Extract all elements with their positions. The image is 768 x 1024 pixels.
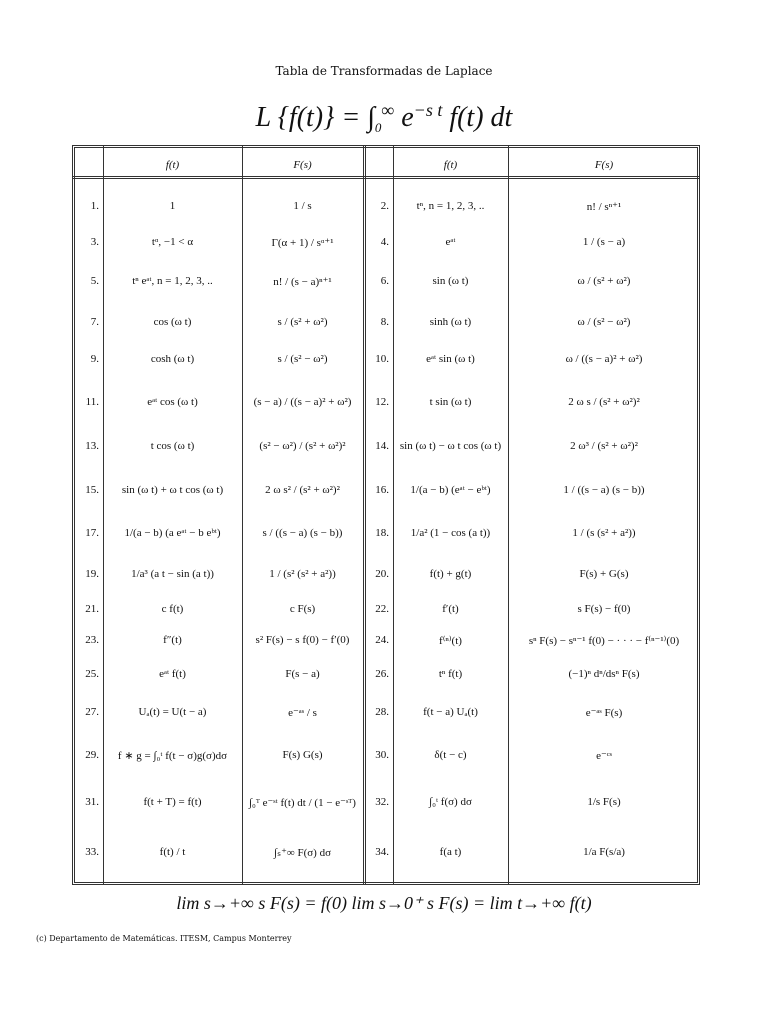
row-number: 17. bbox=[85, 527, 99, 539]
time-function: eᵃᵗ f(t) bbox=[159, 668, 186, 680]
row-number: 23. bbox=[85, 634, 99, 646]
row-number: 15. bbox=[85, 484, 99, 496]
divider bbox=[242, 145, 243, 885]
laplace-transform: F(s − a) bbox=[285, 668, 320, 680]
laplace-transform: s / (s² − ω²) bbox=[277, 353, 328, 365]
time-function: ∫₀ᵗ f(σ) dσ bbox=[429, 796, 472, 808]
row-number: 14. bbox=[375, 440, 389, 452]
time-function: f(t − a) Uₐ(t) bbox=[423, 706, 478, 718]
divider bbox=[103, 145, 104, 885]
laplace-transform: F(s) + G(s) bbox=[579, 568, 629, 580]
row-number: 34. bbox=[375, 846, 389, 858]
formula-rhs: f(t) dt bbox=[442, 102, 513, 133]
row-number: 22. bbox=[375, 603, 389, 615]
laplace-transform: ∫₀ᵀ e⁻ˢᵗ f(t) dt / (1 − e⁻ˢᵀ) bbox=[249, 797, 356, 809]
time-function: sinh (ω t) bbox=[429, 316, 472, 328]
row-number: 26. bbox=[375, 668, 389, 680]
row-number: 5. bbox=[90, 275, 99, 287]
laplace-transform: s / (s² + ω²) bbox=[277, 316, 328, 328]
row-number: 32. bbox=[375, 796, 389, 808]
row-number: 1. bbox=[90, 200, 99, 212]
laplace-transform: F(s) G(s) bbox=[282, 749, 323, 761]
time-function: f(t) / t bbox=[159, 846, 186, 858]
laplace-transform: 1 / (s² (s² + a²)) bbox=[269, 568, 336, 580]
time-function: cos (ω t) bbox=[153, 316, 192, 328]
time-function: f′(t) bbox=[442, 603, 459, 615]
laplace-transform: ω / (s² + ω²) bbox=[577, 275, 631, 287]
row-number: 33. bbox=[85, 846, 99, 858]
laplace-transform: s F(s) − f(0) bbox=[577, 603, 631, 615]
row-number: 28. bbox=[375, 706, 389, 718]
time-function: Uₐ(t) = U(t − a) bbox=[138, 706, 207, 718]
row-number: 19. bbox=[85, 568, 99, 580]
row-number: 27. bbox=[85, 706, 99, 718]
laplace-transform: 1/s F(s) bbox=[587, 796, 621, 808]
row-number: 10. bbox=[375, 353, 389, 365]
laplace-transform: s / ((s − a) (s − b)) bbox=[262, 527, 343, 539]
row-number: 7. bbox=[90, 316, 99, 328]
laplace-table bbox=[72, 145, 700, 885]
time-function: t sin (ω t) bbox=[429, 396, 472, 408]
row-number: 18. bbox=[375, 527, 389, 539]
time-function: eᵃᵗ bbox=[445, 236, 456, 248]
time-function: f⁽ⁿ⁾(t) bbox=[439, 635, 462, 647]
laplace-transform: 1 / (s (s² + a²)) bbox=[572, 527, 636, 539]
footer: (c) Departamento de Matemáticas. ITESM, Campus Monterrey bbox=[36, 934, 292, 943]
laplace-transform: (−1)ⁿ dⁿ/dsⁿ F(s) bbox=[568, 668, 640, 680]
divider bbox=[363, 145, 366, 885]
time-function: f″(t) bbox=[163, 634, 182, 646]
laplace-transform: 1 / (s − a) bbox=[582, 236, 626, 248]
time-function: f ∗ g = ∫₀ᵗ f(t − σ)g(σ)dσ bbox=[117, 750, 228, 762]
time-function: tⁿ f(t) bbox=[438, 668, 463, 680]
laplace-transform: e⁻ᵃˢ / s bbox=[288, 707, 317, 719]
laplace-transform: 1 / ((s − a) (s − b)) bbox=[563, 484, 645, 496]
laplace-transform: ω / (s² − ω²) bbox=[577, 316, 631, 328]
time-function: eᵃᵗ sin (ω t) bbox=[426, 353, 475, 365]
laplace-transform: e⁻ᵃˢ F(s) bbox=[585, 707, 623, 719]
table-frame bbox=[72, 145, 700, 885]
formula-lhs: L {f(t)} = ∫ bbox=[255, 102, 375, 133]
time-function: 1/(a − b) (a eᵃᵗ − b eᵇᵗ) bbox=[124, 527, 221, 539]
laplace-transform: ∫ₛ⁺∞ F(σ) dσ bbox=[273, 847, 332, 859]
row-number: 11. bbox=[85, 396, 99, 408]
header-ft-left: f(t) bbox=[165, 159, 180, 171]
time-function: eᵃᵗ cos (ω t) bbox=[147, 396, 198, 408]
laplace-transform: 2 ω³ / (s² + ω²)² bbox=[570, 440, 638, 452]
formula-exp-base: e bbox=[394, 102, 414, 133]
time-function: 1 bbox=[169, 200, 176, 212]
time-function: 1/a³ (a t − sin (a t)) bbox=[131, 568, 214, 580]
row-number: 9. bbox=[90, 353, 99, 365]
time-function: tᵅ, −1 < α bbox=[151, 236, 194, 248]
row-number: 12. bbox=[375, 396, 389, 408]
time-function: f(t) + g(t) bbox=[429, 568, 472, 580]
time-function: 1/(a − b) (eᵃᵗ − eᵇᵗ) bbox=[410, 484, 491, 496]
laplace-transform: ω / ((s − a)² + ω²) bbox=[565, 353, 643, 365]
row-number: 25. bbox=[85, 668, 99, 680]
time-function: f(t + T) = f(t) bbox=[143, 796, 202, 808]
laplace-definition bbox=[0, 100, 768, 136]
laplace-transform: 2 ω s² / (s² + ω²)² bbox=[265, 484, 340, 496]
laplace-transform: 1/a F(s/a) bbox=[583, 846, 625, 858]
laplace-transform: (s − a) / ((s − a)² + ω²) bbox=[253, 396, 352, 408]
time-function: sin (ω t) + ω t cos (ω t) bbox=[121, 484, 224, 496]
laplace-transform: n! / (s − a)ⁿ⁺¹ bbox=[273, 276, 332, 288]
laplace-transform: n! / sⁿ⁺¹ bbox=[586, 201, 622, 213]
time-function: 1/a² (1 − cos (a t)) bbox=[410, 527, 491, 539]
header-divider bbox=[72, 176, 700, 179]
limit-theorems: lim s→+∞ s F(s) = f(0) lim s→0⁺ s F(s) = lim t→+∞ f(t) bbox=[176, 893, 592, 913]
header-ft-right: f(t) bbox=[443, 159, 458, 171]
laplace-transform: (s² − ω²) / (s² + ω²)² bbox=[259, 440, 346, 452]
time-function: tⁿ, n = 1, 2, 3, .. bbox=[416, 200, 485, 212]
laplace-transform: e⁻ᶜˢ bbox=[596, 750, 612, 762]
row-number: 13. bbox=[85, 440, 99, 452]
row-number: 8. bbox=[380, 316, 389, 328]
time-function: sin (ω t) bbox=[432, 275, 469, 287]
formula-exponent: −s t bbox=[413, 100, 443, 120]
laplace-transform: 1 / s bbox=[293, 200, 312, 212]
laplace-transform: s² F(s) − s f(0) − f′(0) bbox=[255, 634, 350, 646]
row-number: 29. bbox=[85, 749, 99, 761]
time-function: t cos (ω t) bbox=[150, 440, 195, 452]
row-number: 3. bbox=[90, 236, 99, 248]
time-function: cosh (ω t) bbox=[150, 353, 195, 365]
laplace-transform: sⁿ F(s) − sⁿ⁻¹ f(0) − · · · − f⁽ⁿ⁻¹⁾(0) bbox=[528, 635, 680, 647]
row-number: 20. bbox=[375, 568, 389, 580]
row-number: 4. bbox=[380, 236, 389, 248]
page-title: Tabla de Transformadas de Laplace bbox=[275, 64, 493, 78]
row-number: 24. bbox=[375, 634, 389, 646]
laplace-transform: c F(s) bbox=[289, 603, 316, 615]
formula-upper-limit: ∞ bbox=[381, 100, 395, 120]
formula-lower-limit: 0 bbox=[374, 120, 382, 135]
time-function: sin (ω t) − ω t cos (ω t) bbox=[399, 440, 502, 452]
row-number: 16. bbox=[375, 484, 389, 496]
row-number: 31. bbox=[85, 796, 99, 808]
row-number: 6. bbox=[380, 275, 389, 287]
divider bbox=[508, 145, 509, 885]
time-function: δ(t − c) bbox=[434, 749, 467, 761]
row-number: 21. bbox=[85, 603, 99, 615]
laplace-transform: Γ(α + 1) / sᵅ⁺¹ bbox=[271, 237, 334, 249]
time-function: f(a t) bbox=[439, 846, 462, 858]
divider bbox=[393, 145, 394, 885]
laplace-transform: 2 ω s / (s² + ω²)² bbox=[568, 396, 640, 408]
row-number: 2. bbox=[380, 200, 389, 212]
row-number: 30. bbox=[375, 749, 389, 761]
time-function: c f(t) bbox=[161, 603, 184, 615]
header-Fs-left: F(s) bbox=[293, 159, 312, 171]
header-Fs-right: F(s) bbox=[594, 159, 614, 171]
time-function: tⁿ eᵃᵗ, n = 1, 2, 3, .. bbox=[132, 275, 213, 287]
